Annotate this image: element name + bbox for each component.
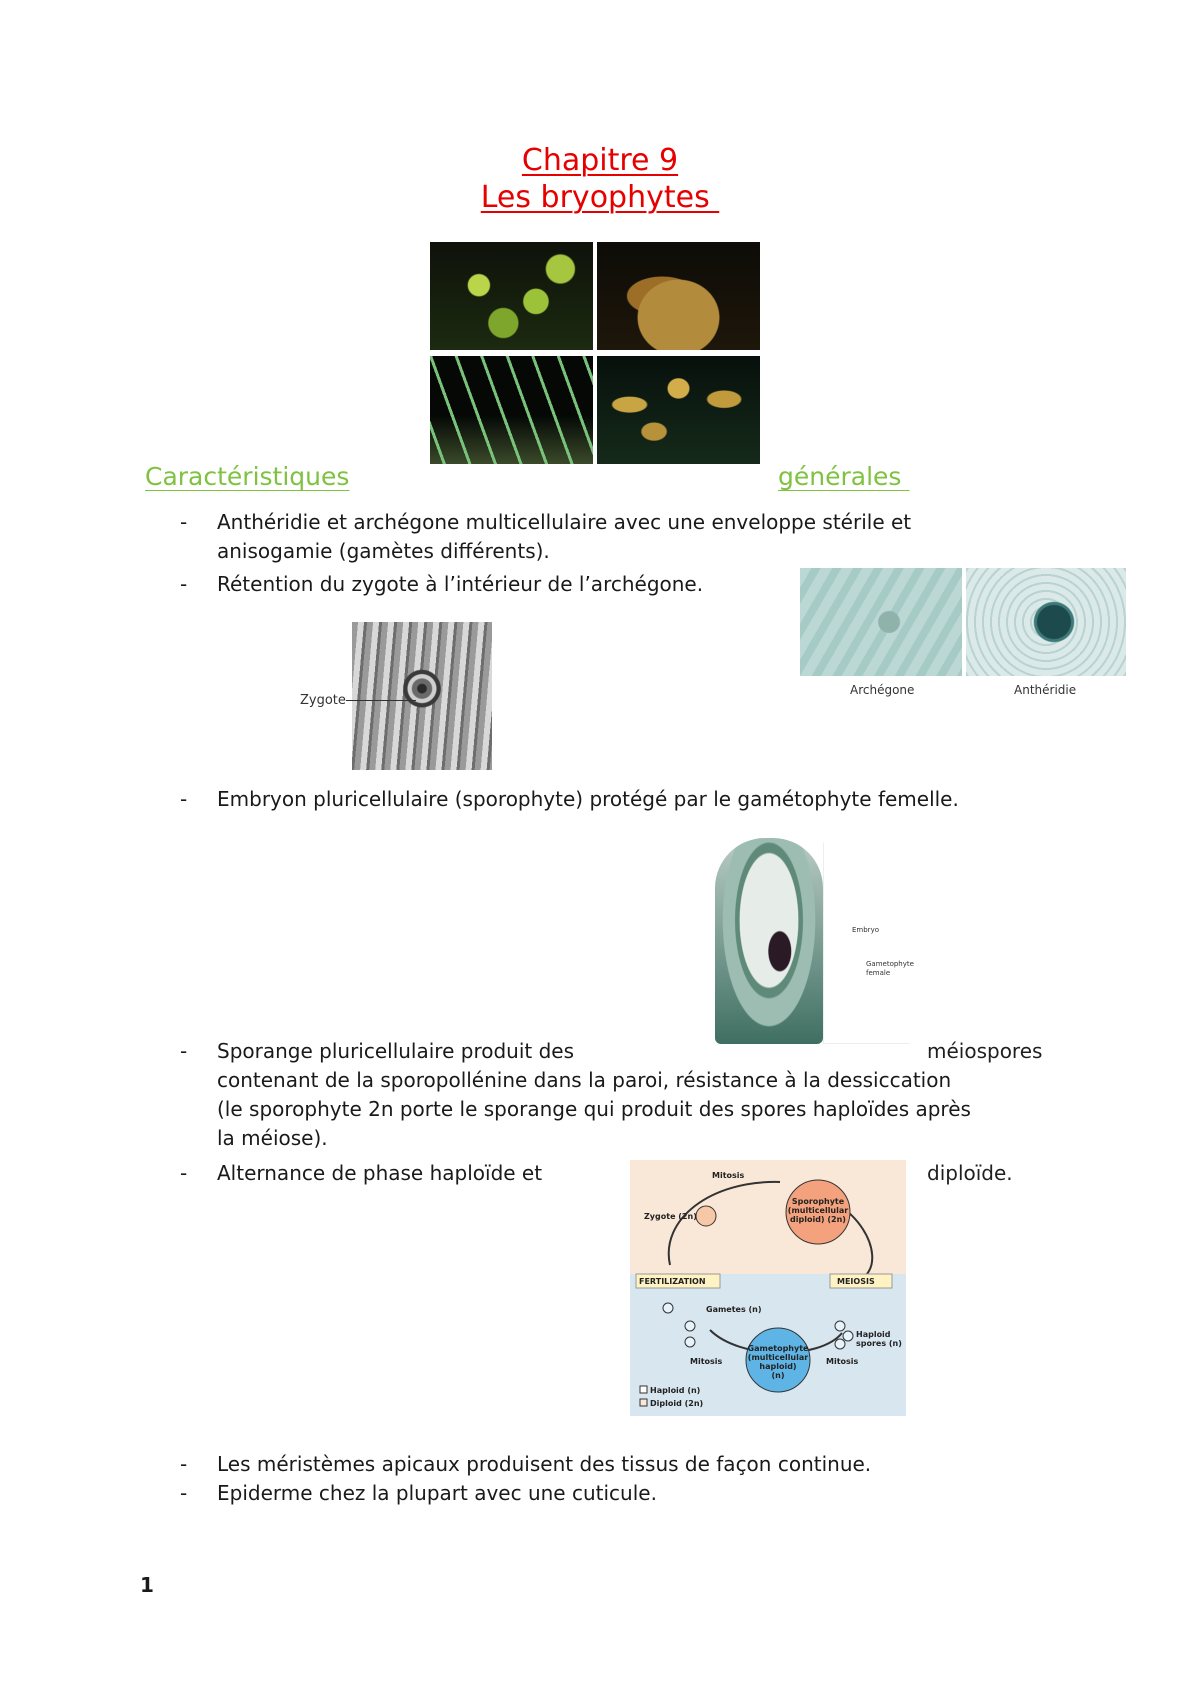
moss-photo-1: [430, 242, 593, 350]
bullet-dash-4: -: [180, 1039, 188, 1063]
section-heading-left: Caractéristiques: [145, 462, 350, 491]
cycle-mitosis-right: Mitosis: [826, 1357, 859, 1366]
zygote-micrograph: [352, 622, 492, 770]
bullet-dash-5: -: [180, 1161, 188, 1185]
bullet-7-line-1: Epiderme chez la plupart avec une cuticule.: [217, 1481, 657, 1505]
bullet-dash-7: -: [180, 1481, 188, 1505]
bullet-4-line-3: (le sporophyte 2n porte le sporange qui produit des spores haploïdes après: [217, 1097, 971, 1121]
bullet-5-line-1a: Alternance de phase haploïde et: [217, 1161, 543, 1185]
bullet-dash-6: -: [180, 1452, 188, 1476]
chapter-subtitle: Les bryophytes: [480, 180, 720, 215]
moss-photo-3: [430, 356, 593, 464]
embryo-figure-frame: [823, 843, 910, 1044]
bullet-5-line-1b: diploïde.: [927, 1161, 1013, 1185]
bullet-1-line-2: anisogamie (gamètes différents).: [217, 539, 550, 563]
embryo-label-embryo: Embryo: [852, 926, 879, 934]
zygote-pointer-line: [346, 700, 416, 701]
legend-diploid-swatch: [640, 1399, 647, 1406]
cycle-zygote-label: Zygote (2n): [644, 1212, 697, 1221]
zygote-circle: [696, 1206, 716, 1226]
bullet-2-line-1: Rétention du zygote à l’intérieur de l’archégone.: [217, 572, 704, 596]
bullet-4-line-2: contenant de la sporopollénine dans la paroi, résistance à la dessiccation: [217, 1068, 952, 1092]
moss-photo-2: [597, 242, 760, 350]
embryo-micrograph: [715, 838, 823, 1044]
section-heading-right: générales: [778, 462, 910, 491]
cycle-fertilization-label: FERTILIZATION: [639, 1277, 706, 1286]
antheridie-micrograph: [966, 568, 1126, 676]
gamete-3: [685, 1337, 695, 1347]
moss-photo-4: [597, 356, 760, 464]
haploid-spores-label-1: Haploid: [856, 1330, 891, 1339]
zygote-label: Zygote: [300, 693, 346, 708]
embryo-label-gametophyte: Gametophyte: [866, 960, 914, 968]
archegone-label: Archégone: [850, 683, 915, 697]
life-cycle-diagram: [630, 1160, 906, 1416]
haploid-spores-label-2: spores (n): [856, 1339, 902, 1348]
bullet-dash-3: -: [180, 787, 188, 811]
bullet-3-line-1: Embryon pluricellulaire (sporophyte) protégé par le gamétophyte femelle.: [217, 787, 959, 811]
spore-1: [835, 1321, 845, 1331]
gametophyte-label-3: haploid): [759, 1362, 797, 1371]
legend-diploid-label: Diploid (2n): [650, 1399, 704, 1408]
chapter-title: Chapitre 9: [521, 143, 679, 178]
cycle-gametes-label: Gametes (n): [706, 1305, 762, 1314]
spore-2: [843, 1331, 853, 1341]
legend-haploid-swatch: [640, 1386, 647, 1393]
bullet-dash-2: -: [180, 572, 188, 596]
bullet-6-line-1: Les méristèmes apicaux produisent des tissus de façon continue.: [217, 1452, 872, 1476]
cycle-mitosis-left: Mitosis: [690, 1357, 723, 1366]
sporophyte-label-1: Sporophyte: [791, 1197, 845, 1206]
bullet-1-line-1: Anthéridie et archégone multicellulaire avec une enveloppe stérile et: [217, 510, 912, 534]
bullet-4-line-1b: méiospores: [927, 1039, 1043, 1063]
gamete-2: [663, 1303, 673, 1313]
cycle-meiosis-label: MEIOSIS: [837, 1277, 875, 1286]
spore-3: [835, 1339, 845, 1349]
gametophyte-label-4: (n): [771, 1371, 785, 1380]
page-number: 1: [140, 1573, 154, 1597]
life-cycle-svg: [630, 1160, 906, 1416]
cycle-mitosis-top: Mitosis: [712, 1171, 745, 1180]
sporophyte-label-2: (multicellular: [787, 1206, 849, 1215]
bullet-4-line-1a: Sporange pluricellulaire produit des: [217, 1039, 575, 1063]
sporophyte-label-3: diploid) (2n): [790, 1215, 846, 1224]
archegone-micrograph: [800, 568, 962, 676]
moss-photo-grid: [430, 242, 760, 464]
gametophyte-label-1: Gametophyte: [747, 1344, 809, 1353]
gamete-1: [685, 1321, 695, 1331]
gametophyte-label-2: (multicellular: [747, 1353, 809, 1362]
legend-haploid-label: Haploid (n): [650, 1386, 701, 1395]
bullet-4-line-4: la méiose).: [217, 1126, 328, 1150]
bullet-dash-1: -: [180, 510, 188, 534]
embryo-label-female: female: [866, 969, 891, 977]
antheridie-label: Anthéridie: [1014, 683, 1077, 697]
